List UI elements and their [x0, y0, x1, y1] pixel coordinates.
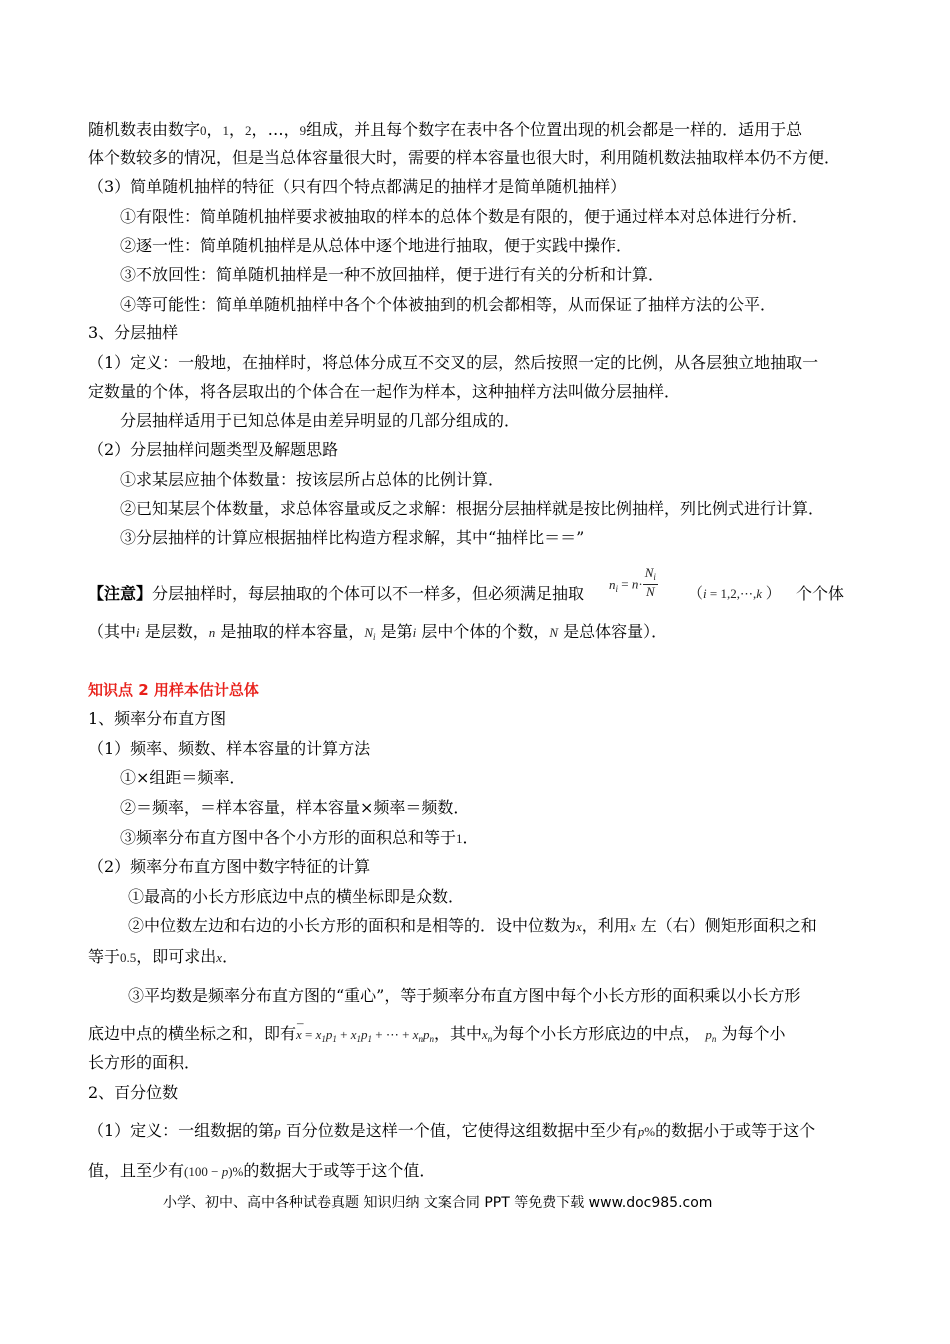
text-fragment: 层中个体的个数，	[421, 622, 550, 641]
math-value: 1	[456, 831, 463, 846]
text-line: 等于0.5，即可求出x．	[88, 947, 239, 966]
text-fragment: 等于	[88, 947, 121, 966]
math-digit: …	[267, 120, 284, 139]
math-digit: 0	[200, 123, 207, 138]
text-line: 组成，并且每个数字在表中各个位置出现的机会都是一样的．适用于总	[306, 120, 803, 139]
text-fragment: 底边中点的横坐标之和，即有	[88, 1024, 297, 1043]
text-line-mean: 底边中点的横坐标之和，即有 – $x = x_1p_1 + x_1p_1$ + ⋯ + $x_np_n$，其中$x_n$为每个小长方形底边的中点， $p_n$ 为每个小	[88, 1015, 786, 1044]
list-item: ④等可能性：简单单随机抽样中各个个体被抽到的机会都相等，从而保证了抽样方法的公平．	[120, 295, 777, 314]
section-heading: （3）简单随机抽样的特征（只有四个特点都满足的抽样才是简单随机抽样）	[88, 177, 627, 196]
text-line: 体个数较多的情况，但是当总体容量很大时，需要的样本容量也很大时，利用随机数法抽取样本仍不方便．	[88, 148, 841, 167]
text-fragment: 的数据小于或等于这个	[655, 1121, 816, 1140]
text-fragment: 左（右）侧矩形面积之和	[640, 916, 817, 935]
section-heading: （1）频率、频数、样本容量的计算方法	[88, 739, 371, 758]
list-item: ②已知某层个体数量，求总体容量或反之求解：根据分层抽样就是按比例抽样，列比例式进行计算．	[120, 499, 825, 518]
note-label: 【注意】	[88, 584, 153, 603]
text-fragment: 是总体容量）．	[563, 622, 668, 641]
page-footer: 小学、初中、高中各种试卷真题 知识归纳 文案合同 PPT 等免费下载 www.doc985.com	[163, 1195, 713, 1211]
text-fragment: 百分位数是这样一个值，它使得这组数据中至少有	[285, 1121, 638, 1140]
math-value: 0.5	[120, 950, 137, 965]
note-tail: 个个体	[796, 584, 845, 603]
text-fragment: ，即可求出	[136, 947, 217, 966]
note-paragraph	[88, 584, 584, 604]
section-heading: 3、分层抽样	[88, 323, 179, 342]
text-fragment: 值，且至少有	[88, 1161, 185, 1180]
formula-index-range: （i = 1,2,⋯,k ）	[688, 586, 781, 602]
list-item: ②逐一性：简单随机抽样是从总体中逐个地进行抽取，便于实践中操作．	[120, 236, 633, 255]
text-fragment: （1）定义：一组数据的第	[88, 1121, 275, 1140]
text-fragment: ，其中	[434, 1024, 483, 1043]
list-item: ③不放回性：简单随机抽样是一种不放回抽样，便于进行有关的分析和计算．	[120, 265, 665, 284]
paragraph-random-table: 随机数表由数字0，1，2，…，9组成，并且每个数字在表中各个位置出现的机会都是一样的．适用于总	[88, 120, 803, 139]
math-digit: 9	[299, 123, 307, 138]
text-fragment: ②中位数左边和右边的小长方形的面积和是相等的．设中位数为	[128, 916, 577, 935]
text-line-percentile: 值，且至少有(100 − p)%的数据大于或等于这个值．	[88, 1161, 436, 1180]
text-fragment: 是层数，	[144, 622, 209, 641]
text-line: （1）定义：一般地，在抽样时，将总体分成互不交叉的层，然后按照一定的比例，从各层独立地抽取一	[88, 353, 819, 372]
list-item-median: ②中位数左边和右边的小长方形的面积和是相等的．设中位数为x，利用x 左（右）侧矩形面积之和	[128, 916, 817, 935]
list-item: ③频率分布直方图中各个小方形的面积总和等于1．	[120, 828, 479, 847]
knowledge-point-title: 知识点 2 用样本估计总体	[88, 681, 259, 699]
text-fragment: 为每个小	[721, 1024, 786, 1043]
section-heading: （2）分层抽样问题类型及解题思路	[88, 440, 339, 459]
list-item: ①有限性：简单随机抽样要求被抽取的样本的总体个数是有限的，便于通过样本对总体进行分析．	[120, 207, 809, 226]
text-fragment: 是抽取的样本容量，	[220, 622, 365, 641]
text-line: 定数量的个体，将各层取出的个体合在一起作为样本，这种抽样方法叫做分层抽样．	[88, 382, 681, 401]
text-fragment: 为每个小长方形底边的中点，	[492, 1024, 701, 1043]
note-text: 分层抽样时，每层抽取的个体可以不一样多，但必须满足抽取	[152, 584, 585, 603]
section-heading: （2）频率分布直方图中数字特征的计算	[88, 857, 371, 876]
list-item: ③分层抽样的计算应根据抽样比构造方程求解，其中“抽样比＝＝”	[120, 528, 585, 547]
note-definitions: （其中i 是层数，n 是抽取的样本容量，$N_i$ 是第i 层中个体的个数，N 是总体容量）．	[88, 622, 668, 642]
text-fragment: ，利用	[581, 916, 630, 935]
text-line: 长方形的面积．	[88, 1053, 201, 1072]
formula-stratified: $n_i = n\cdot$ $\frac{N_i}{N}$	[609, 565, 656, 599]
list-item: ②＝频率，＝样本容量，样本容量×频率＝频数．	[120, 798, 470, 817]
list-item: ①最高的小长方形底边中点的横坐标即是众数．	[128, 887, 465, 906]
text-fragment: ③频率分布直方图中各个小方形的面积总和等于	[120, 828, 457, 847]
text-line: 随机数表由数字	[88, 120, 201, 139]
math-digit: 1	[222, 123, 230, 138]
list-item: ①×组距＝频率．	[120, 768, 246, 787]
text-line-percentile: （1）定义：一组数据的第p 百分位数是这样一个值，它使得这组数据中至少有p%的数据小于或等于这个	[88, 1121, 816, 1140]
text-fragment: 的数据大于或等于这个值．	[243, 1161, 436, 1180]
text-fragment: 是第	[380, 622, 413, 641]
list-item: ③平均数是频率分布直方图的“重心”，等于频率分布直方图中每个小长方形的面积乘以小长方形	[128, 986, 801, 1005]
section-heading: 1、频率分布直方图	[88, 709, 227, 728]
text-fragment: （其中	[88, 622, 137, 641]
text-line: 分层抽样适用于已知总体是由差异明显的几部分组成的．	[120, 411, 521, 430]
section-heading: 2、百分位数	[88, 1083, 179, 1102]
math-digit: 2	[245, 123, 252, 138]
list-item: ①求某层应抽个体数量：按该层所占总体的比例计算．	[120, 470, 505, 489]
